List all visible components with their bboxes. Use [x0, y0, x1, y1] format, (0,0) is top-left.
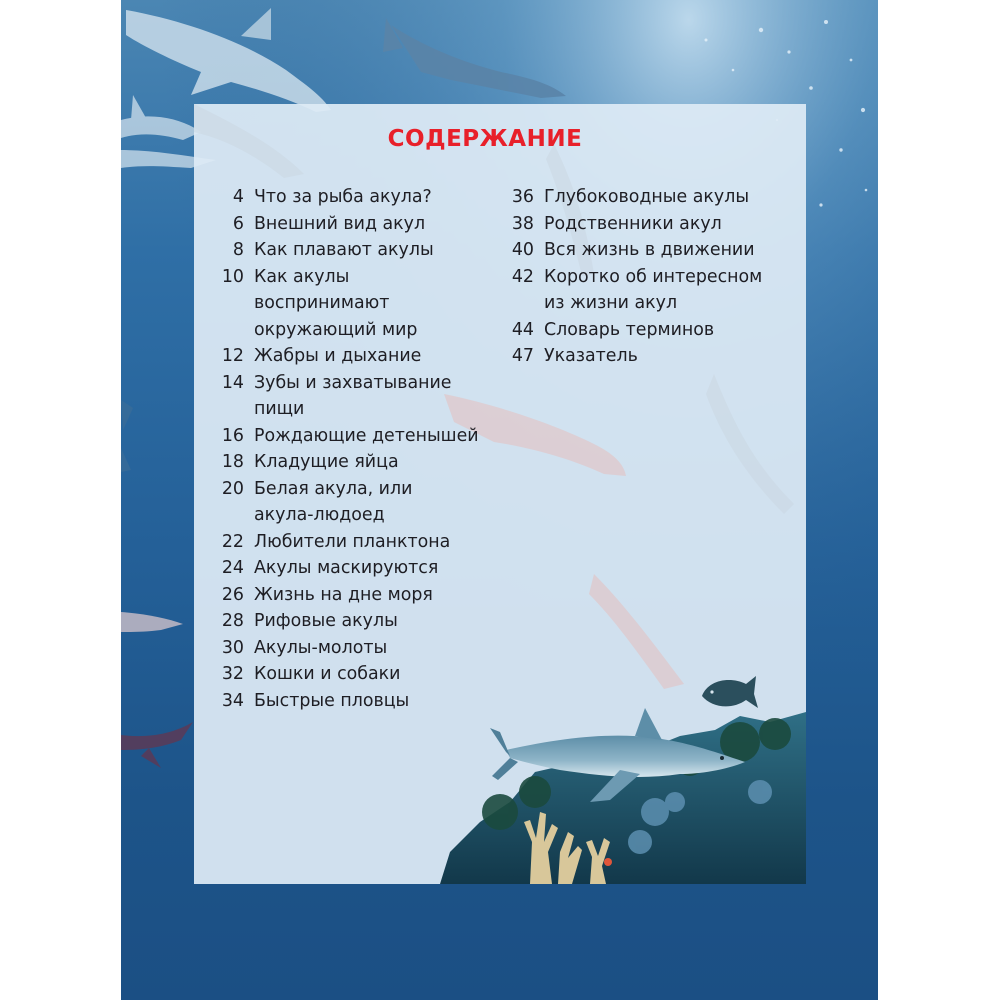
entry-title: [254, 184, 508, 211]
entry-title: [254, 449, 508, 476]
toc-right-entry: [498, 237, 798, 264]
entry-title: [254, 582, 508, 609]
toc-left-entry: [208, 529, 508, 556]
contents-panel: [194, 104, 806, 884]
entry-title-line: Указатель: [544, 346, 638, 366]
toc-left-entry: [208, 608, 508, 635]
entry-title-line: воспринимают: [254, 293, 390, 313]
entry-title-line: Внешний вид акул: [254, 213, 426, 234]
toc-left-entry: [208, 237, 508, 264]
entry-title-line: Белая акула, или: [254, 478, 413, 499]
page-number: 40: [511, 240, 534, 260]
page-number: 6: [232, 213, 244, 234]
entry-title-line: Как плавают акулы: [254, 240, 434, 260]
entry-title-line: Жабры и дыхание: [254, 346, 422, 366]
toc-left-entry: [208, 449, 508, 476]
toc-left-entry: [208, 211, 508, 238]
entry-title: [254, 237, 508, 264]
entry-title-line: Вся жизнь в движении: [544, 240, 755, 260]
contents-title: СОДЕРЖАНИЕ: [387, 126, 583, 152]
entry-title-line: Коротко об интересном: [544, 266, 763, 287]
page-number: 44: [511, 319, 534, 340]
entry-title-line: Быстрые пловцы: [254, 690, 410, 711]
entry-title: [254, 529, 508, 556]
entry-title: [254, 343, 508, 370]
toc-right-entry: [498, 211, 798, 238]
entry-title-line: Любители планктона: [254, 531, 451, 552]
coral-reef-with-shark-illustration: [440, 652, 806, 884]
page-number: 28: [221, 611, 244, 631]
toc-right-entry: [498, 184, 798, 211]
entry-title-line: пищи: [254, 399, 305, 419]
entry-title: [254, 423, 508, 450]
entry-title-line: из жизни акул: [544, 293, 678, 313]
entry-title-line: окружающий мир: [254, 319, 418, 340]
toc-right-column: [498, 184, 798, 370]
page-number: 34: [221, 690, 244, 711]
page-number: 10: [221, 266, 244, 287]
entry-title: [254, 608, 508, 635]
page-number: 36: [511, 187, 534, 207]
page-number: 30: [221, 637, 244, 658]
entry-title-line: Родственники акул: [544, 213, 722, 234]
toc-left-entry: [208, 582, 508, 609]
entry-title: [544, 211, 798, 238]
entry-title-line: Словарь терминов: [544, 319, 715, 340]
entry-title-line: Зубы и захватывание: [254, 372, 452, 393]
toc-left-column: [208, 184, 508, 714]
page-number: 12: [221, 346, 244, 366]
page-number: 18: [221, 452, 244, 472]
page-number: 16: [221, 425, 244, 446]
entry-title: [544, 264, 798, 317]
entry-title: [254, 370, 508, 423]
toc-right-entry: [498, 264, 798, 317]
entry-title: [254, 264, 508, 344]
page-number: 14: [221, 372, 244, 393]
toc-right-entry: [498, 343, 798, 370]
page-number: 20: [221, 478, 244, 499]
entry-title-line: Кошки и собаки: [254, 664, 401, 684]
entry-title-line: Жизнь на дне моря: [254, 584, 433, 605]
page-number: 22: [221, 531, 244, 552]
entry-title-line: Глубоководные акулы: [544, 187, 750, 207]
entry-title-line: Акулы маскируются: [254, 558, 439, 578]
entry-title: [544, 237, 798, 264]
entry-title: [254, 211, 508, 238]
entry-title: [254, 555, 508, 582]
page-number: 24: [221, 558, 244, 578]
toc-left-entry: [208, 476, 508, 529]
entry-title-line: акула-людоед: [254, 505, 385, 525]
toc-left-entry: [208, 423, 508, 450]
small-fish: [702, 676, 758, 708]
toc-left-entry: [208, 343, 508, 370]
toc-right-entry: [498, 317, 798, 344]
toc-left-entry: [208, 370, 508, 423]
page-number: 8: [232, 240, 244, 260]
page-number: 4: [232, 187, 244, 207]
toc-left-entry: [208, 264, 508, 344]
entry-title: [544, 317, 798, 344]
page-number: 26: [221, 584, 244, 605]
toc-left-entry: [208, 184, 508, 211]
entry-title: [544, 343, 798, 370]
entry-title: [254, 476, 508, 529]
page-number: 47: [511, 346, 534, 366]
page-number: 42: [511, 266, 534, 287]
toc-left-entry: [208, 555, 508, 582]
page-number: 38: [511, 213, 534, 234]
entry-title-line: Акулы-молоты: [254, 637, 388, 658]
entry-title-line: Рождающие детенышей: [254, 425, 479, 446]
entry-title-line: Как акулы: [254, 266, 350, 287]
entry-title: [544, 184, 798, 211]
entry-title-line: Кладущие яйца: [254, 452, 399, 472]
orange-fish: [604, 858, 612, 866]
entry-title-line: Что за рыба акула?: [254, 187, 432, 207]
page-number: 32: [221, 664, 244, 684]
entry-title-line: Рифовые акулы: [254, 611, 398, 631]
